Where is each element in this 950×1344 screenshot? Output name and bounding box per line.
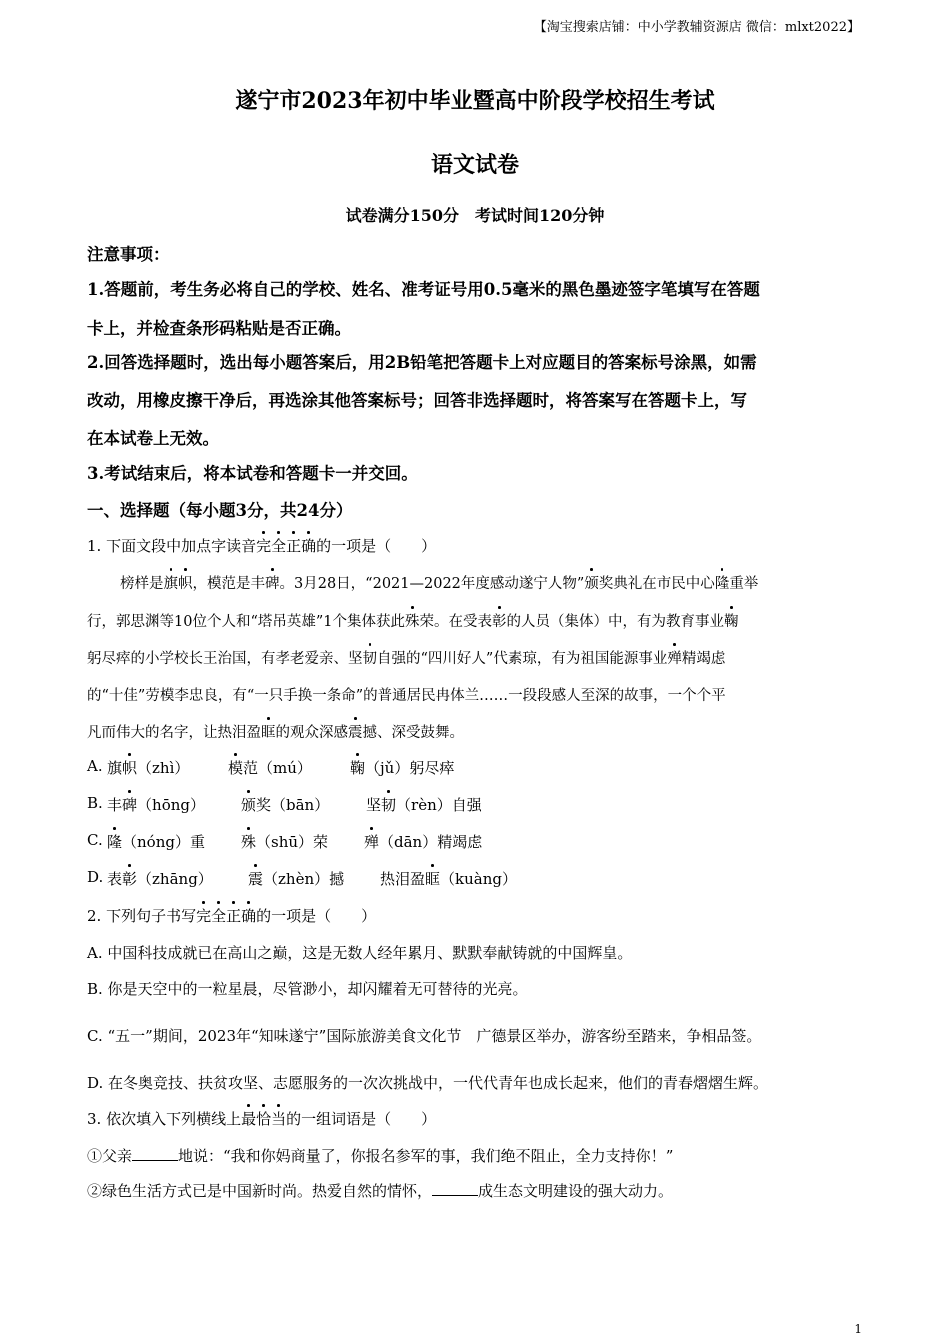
exam-info: 试卷满分150分 考试时间120分钟 xyxy=(345,206,605,225)
question-2-stem: 2. 下列句子书写完全正确的一项是（ ） xyxy=(87,907,377,925)
passage-line: 行，郭思渊等10位个人和“塔吊英雄”1个集体获此殊荣。在受表彰的人员（集体）中，有为教育事业鞠 xyxy=(87,610,739,631)
notice-line: 3.考试结束后，将本试卷和答题卡一并交回。 xyxy=(87,464,418,483)
option-item: 颁奖（bān） xyxy=(241,796,330,814)
option-item: 坚韧（rèn）自强 xyxy=(366,796,482,814)
notice-line: 卡上，并检查条形码粘贴是否正确。 xyxy=(87,319,351,338)
notice-line: 1.答题前，考生务必将自己的学校、姓名、准考证号用0.5毫米的黑色墨迹签字笔填写在答题 xyxy=(87,280,760,299)
exam-subtitle: 语文试卷 xyxy=(430,152,519,178)
option-item: 表彰（zhāng） xyxy=(107,870,213,888)
option-a: A. xyxy=(87,757,103,775)
question-3-line-2: ②绿色生活方式已是中国新时尚。热爱自然的情怀， 成生态文明建设的强大动力。 xyxy=(87,1182,674,1200)
option-item: 模范（mú） xyxy=(228,759,312,777)
passage-line: 榜样是旗帜，模范是丰碑。3月28日，“2021—2022年度感动遂宁人物”颁奖典礼在市民中心隆重举 xyxy=(120,572,758,593)
question-2-option-a: A. 中国科技成就已在高山之巅，这是无数人经年累月、默默奉献铸就的中国辉皇。 xyxy=(87,944,633,962)
question-3-stem: 3. 依次填入下列横线上最恰当的一组词语是（ ） xyxy=(87,1110,437,1128)
question-2-option-c: C. “五一”期间，2023年“知味遂宁”国际旅游美食文化节 广德景区举办，游客纷至踏来，争相品签。 xyxy=(87,1027,762,1045)
option-item: 殚（dān）精竭虑 xyxy=(364,833,483,851)
option-c: C. xyxy=(87,831,103,849)
question-2-option-d: D. 在冬奥竞技、扶贫攻坚、志愿服务的一次次挑战中，一代代青年也成长起来，他们的青春熠熠生辉。 xyxy=(87,1074,769,1092)
passage-line: 躬尽瘁的小学校长王治国，有孝老爱亲、坚韧自强的“四川好人”代素琼，有为祖国能源事业殚精竭虑 xyxy=(87,647,725,668)
option-item: 热泪盈眶（kuàng） xyxy=(380,870,517,888)
exam-title: 遂宁市2023年初中毕业暨高中阶段学校招生考试 xyxy=(235,88,715,114)
section-heading: 一、选择题（每小题3分，共24分） xyxy=(87,501,353,520)
passage-line: 凡而伟大的名字，让热泪盈眶的观众深感震撼、深受鼓舞。 xyxy=(87,721,464,742)
option-item: 震（zhèn）撼 xyxy=(248,870,345,888)
option-item: 旗帜（zhì） xyxy=(107,759,190,777)
option-d: D. xyxy=(87,868,104,886)
notice-line: 在本试卷上无效。 xyxy=(87,429,219,448)
notice-heading: 注意事项： xyxy=(87,245,170,264)
passage-line: 的“十佳”劳模李忠良，有“一只手换一条命”的普通居民冉体兰……一段段感人至深的故事，一个个平 xyxy=(87,688,726,704)
option-item: 殊（shū）荣 xyxy=(241,833,329,851)
fill-blank[interactable] xyxy=(432,1181,478,1196)
option-item: 鞠（jǔ）躬尽瘁 xyxy=(350,759,455,777)
option-item: 隆（nóng）重 xyxy=(107,833,205,851)
fill-blank[interactable] xyxy=(132,1146,178,1161)
emphasis-text: 完全正确 xyxy=(256,537,317,555)
question-2-option-b: B. 你是天空中的一粒星晨，尽管渺小，却闪耀着无可替待的光亮。 xyxy=(87,980,528,998)
option-b: B. xyxy=(87,794,103,812)
emphasis-text: 完全正确 xyxy=(196,907,257,925)
notice-line: 2.回答选择题时，选出每小题答案后，用2B铅笔把答题卡上对应题目的答案标号涂黑，如需 xyxy=(87,353,757,372)
emphasis-text: 最恰当 xyxy=(241,1110,287,1128)
option-item: 丰碑（hōng） xyxy=(107,796,205,814)
header-note: 【淘宝搜索店铺：中小学教辅资源店 微信：mlxt2022】 xyxy=(533,20,860,35)
page-number: 1 xyxy=(854,1322,862,1336)
question-3-line-1: ①父亲 地说：“我和你妈商量了，你报名参军的事，我们绝不阻止，全力支持你！” xyxy=(87,1147,674,1165)
notice-line: 改动，用橡皮擦干净后，再选涂其他答案标号；回答非选择题时，将答案写在答题卡上，写 xyxy=(87,391,747,410)
question-1-stem: 1. 下面文段中加点字读音完全正确的一项是（ ） xyxy=(87,537,437,555)
